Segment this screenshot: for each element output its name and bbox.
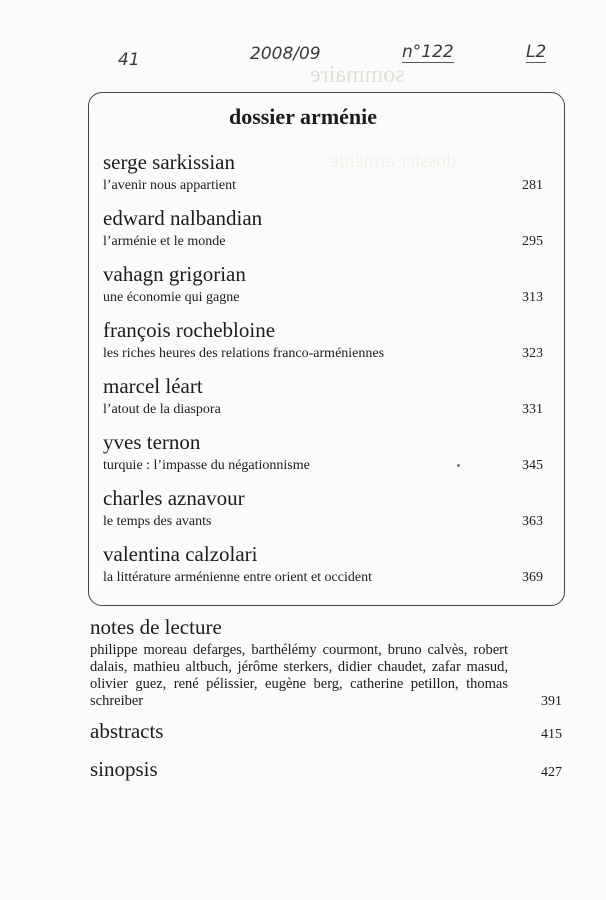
handwritten-issue: n°122: [402, 42, 454, 62]
entry-page: 363: [522, 514, 543, 529]
show-through-text: sommaire: [310, 62, 405, 88]
toc-entry[interactable]: [103, 487, 543, 530]
entry-title: l’atout de la diaspora: [103, 402, 221, 417]
entry-page: 281: [522, 178, 543, 193]
toc-entry[interactable]: [103, 319, 543, 362]
entry-title: le temps des avants: [103, 514, 212, 529]
toc-entry[interactable]: [103, 543, 543, 586]
entry-author: edward nalbandian: [103, 206, 263, 230]
entry-title: turquie : l’impasse du négationnisme: [103, 458, 310, 473]
toc-entry[interactable]: [103, 375, 543, 418]
sinopsis-entry[interactable]: [90, 758, 562, 781]
entry-title: les riches heures des relations franco-arméniennes: [103, 346, 385, 361]
entry-author: valentina calzolari: [103, 542, 258, 566]
handwritten-date: 2008/09: [250, 44, 321, 64]
notes-page: 391: [541, 694, 562, 709]
abstracts-heading: abstracts: [90, 719, 164, 743]
abstracts-entry[interactable]: [90, 720, 562, 743]
entry-page: 313: [522, 290, 543, 305]
entry-author: marcel léart: [103, 374, 203, 398]
entry-page: 369: [522, 570, 543, 585]
entry-title: la littérature arménienne entre orient et occident: [103, 570, 372, 585]
entry-title: une économie qui gagne: [103, 290, 240, 305]
entry-page: 295: [522, 234, 543, 249]
entry-author: françois rochebloine: [103, 318, 276, 342]
entry-page: 323: [522, 346, 543, 361]
entry-author: vahagn grigorian: [103, 262, 246, 286]
sinopsis-heading: sinopsis: [90, 757, 158, 781]
entry-title: l’arménie et le monde: [103, 234, 226, 249]
dossier-title: dossier arménie: [228, 104, 378, 129]
stray-dot: [457, 464, 460, 467]
toc-entry[interactable]: [103, 263, 543, 306]
toc-entry[interactable]: [103, 207, 543, 250]
entry-author: charles aznavour: [103, 486, 245, 510]
entry-page: 331: [522, 402, 543, 417]
sinopsis-page: 427: [541, 765, 562, 780]
notes-names: philippe moreau defarges, barthélémy courmont, bruno calvès, robert dalais, mathieu altbuch, jérôme sterkers, didier chaudet, zafar masud, olivier guez, rené pélissier, eugène berg, catherine petillon, thomas schreiber: [90, 642, 508, 709]
notes-heading: notes de lecture: [90, 615, 222, 639]
entry-page: 345: [522, 458, 543, 473]
entry-author: serge sarkissian: [103, 150, 235, 174]
entry-author: yves ternon: [103, 430, 201, 454]
toc-entry[interactable]: [103, 151, 543, 194]
handwritten-mark-left: 41: [118, 50, 140, 70]
handwritten-mark-right: L2: [526, 42, 547, 62]
entry-title: l’avenir nous appartient: [103, 178, 236, 193]
toc-entry[interactable]: [103, 431, 543, 474]
abstracts-page: 415: [541, 727, 562, 742]
notes-section[interactable]: [90, 616, 562, 710]
